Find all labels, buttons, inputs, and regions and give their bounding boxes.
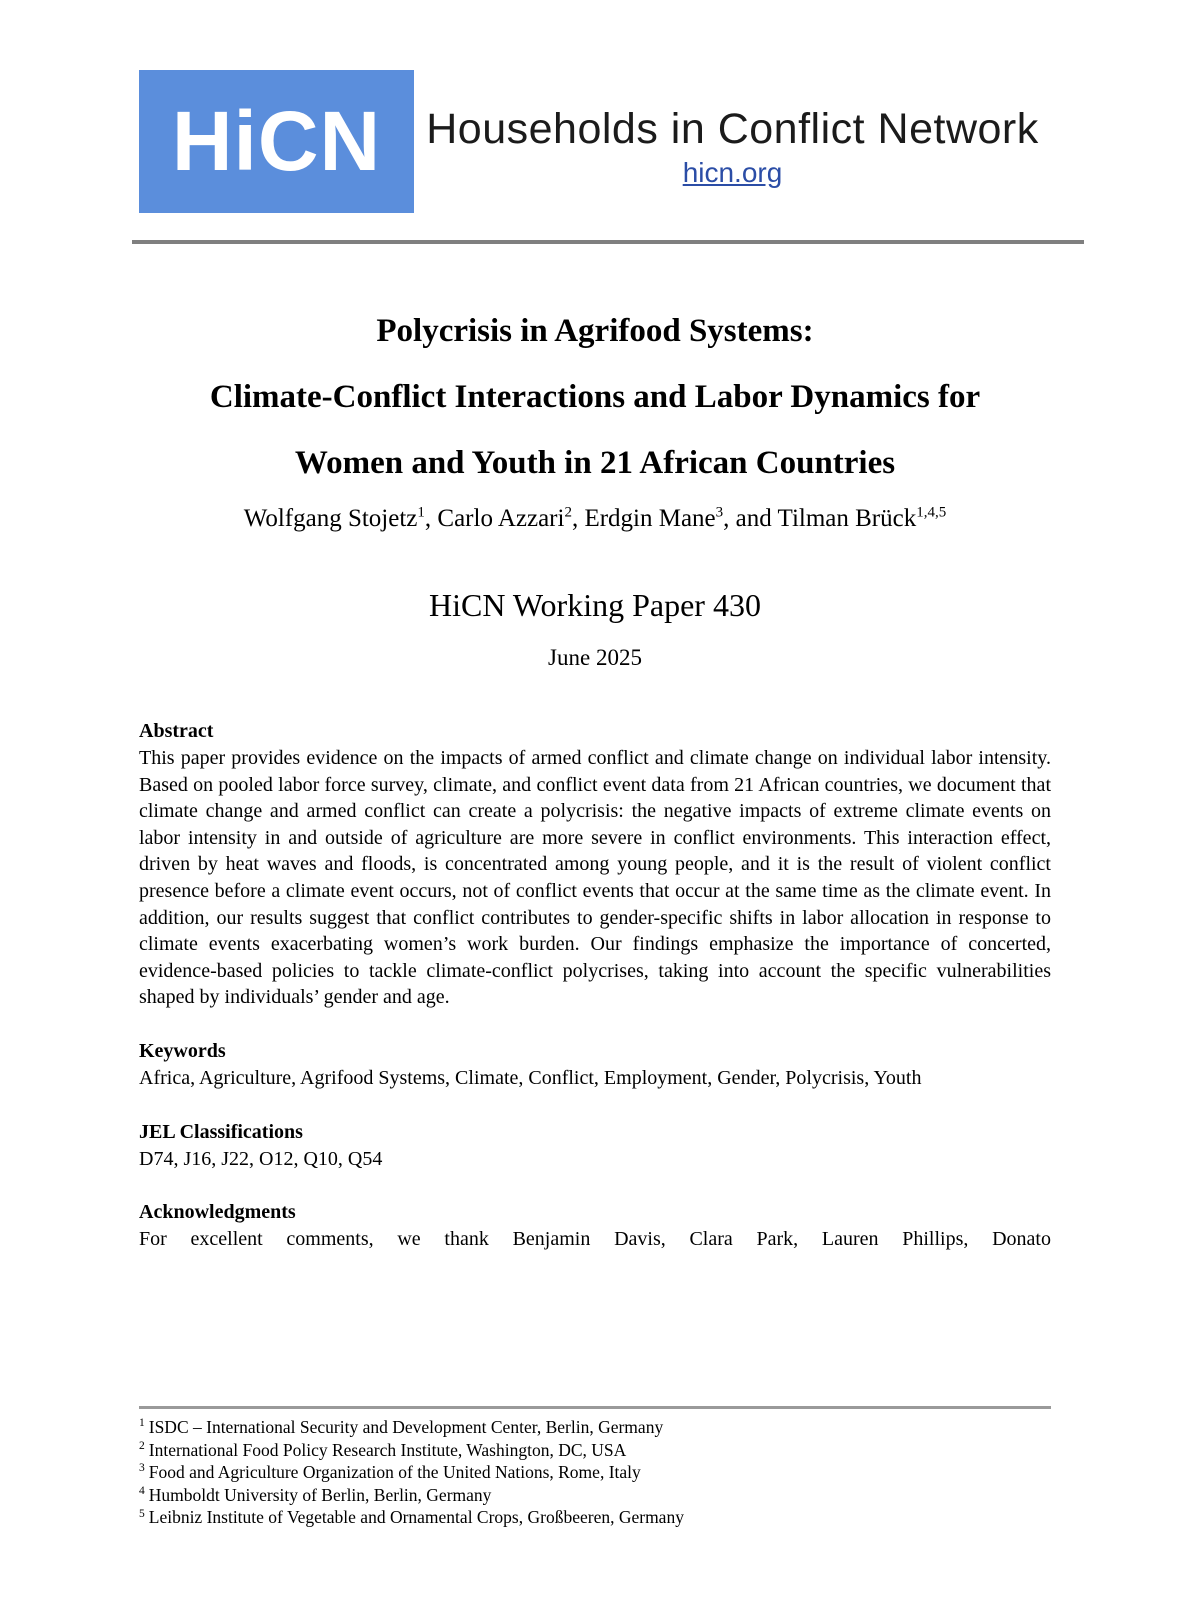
- acknowledgments-heading: Acknowledgments: [139, 1201, 296, 1224]
- working-paper-number: HiCN Working Paper 430: [429, 587, 761, 623]
- network-name: Households in Conflict Network: [426, 104, 1039, 153]
- footnote-text: Food and Agriculture Organization of the United Nations, Rome, Italy: [148, 1462, 641, 1483]
- author-name: , Carlo Azzari: [424, 505, 565, 532]
- acknowledgments-section: [139, 1199, 1051, 1253]
- footnote-5: [139, 1506, 1051, 1529]
- paper-title-line-3: Women and Youth in 21 African Countries: [294, 445, 896, 481]
- title-page-main: [139, 298, 1051, 1253]
- abstract-section: [139, 718, 1051, 1011]
- acknowledgments-text: For excellent comments, we thank Benjamin Davis, Clara Park, Lauren Phillips, Donato: [139, 1228, 1051, 1251]
- paper-title-line-2: Climate-Conflict Interactions and Labor Dynamics for: [209, 379, 981, 415]
- author-name: Wolfgang Stojetz: [243, 505, 418, 532]
- paper-title-line-1: Polycrisis in Agrifood Systems:: [376, 313, 814, 349]
- footnote-2: [139, 1439, 1051, 1462]
- footnote-number: 1: [139, 1417, 145, 1430]
- abstract-heading: Abstract: [139, 720, 214, 742]
- keywords-section: [139, 1038, 1051, 1092]
- keywords-text: Africa, Agriculture, Agrifood Systems, Climate, Conflict, Employment, Gender, Polycrisis, Youth: [139, 1066, 922, 1089]
- author-name: , and Tilman Brück: [723, 505, 917, 532]
- header: [139, 70, 1051, 213]
- author-affiliation-marker: 1: [417, 504, 425, 521]
- footnote-text: ISDC – International Security and Development Center, Berlin, Germany: [148, 1417, 664, 1437]
- paper-title: [139, 298, 1051, 496]
- footnote-1: [139, 1416, 1051, 1439]
- author-affiliation-marker: 2: [564, 504, 572, 521]
- author-affiliation-marker: 1,4,5: [916, 504, 947, 521]
- paper-page: [139, 70, 1051, 1610]
- footnotes: [139, 1406, 1051, 1529]
- jel-text: D74, J16, J22, O12, Q10, Q54: [139, 1147, 383, 1170]
- author-line: [139, 501, 1051, 537]
- footnote-divider: [139, 1406, 1051, 1409]
- author-name: , Erdgin Mane: [571, 505, 716, 532]
- footnote-4: [139, 1484, 1051, 1507]
- footnote-text: Leibniz Institute of Vegetable and Ornamental Crops, Großbeeren, Germany: [148, 1507, 684, 1528]
- author-affiliation-marker: 3: [715, 504, 724, 521]
- hicn-logo: [139, 70, 414, 213]
- abstract-text: This paper provides evidence on the impacts of armed conflict and climate change on individual labor intensity. Based on pooled labor force survey, climate, and conflict event data from 21 African countries, we document that climate change and armed conflict can create a polycrisis: the negative impacts of extreme climate events on labor intensity in and outside of agriculture are more severe in conflict environments. This interaction effect, driven by heat waves and floods, is concentrated among young people, and it is the result of violent conflict presence before a climate event occurs, not of conflict events that occur at the same time as the climate event. In addition, our results suggest that conflict contributes to gender-specific shifts in labor allocation in response to climate events exacerbating women’s work burden. Our findings emphasize the importance of concerted, evidence-based policies to tackle climate-conflict polycrises, taking into account the specific vulnerabilities shaped by individuals’ gender and age.: [139, 747, 1051, 1009]
- header-divider: [132, 240, 1084, 244]
- footnote-text: Humboldt University of Berlin, Berlin, Germany: [148, 1484, 492, 1505]
- paper-date: June 2025: [548, 645, 642, 670]
- hicn-logo-text: HiCN: [171, 94, 382, 188]
- footnote-text: International Food Policy Research Institute, Washington, DC, USA: [148, 1439, 627, 1460]
- footnote-number: 3: [139, 1462, 145, 1475]
- jel-heading: JEL Classifications: [139, 1120, 303, 1143]
- header-text-block: [414, 70, 1051, 213]
- footnote-number: 4: [139, 1484, 145, 1497]
- footnote-number: 2: [139, 1439, 145, 1452]
- footnote-list: [139, 1416, 1051, 1529]
- hicn-org-link[interactable]: hicn.org: [682, 156, 783, 188]
- keywords-heading: Keywords: [139, 1039, 226, 1062]
- jel-section: [139, 1119, 1051, 1173]
- footnote-number: 5: [139, 1507, 145, 1520]
- footnote-3: [139, 1461, 1051, 1484]
